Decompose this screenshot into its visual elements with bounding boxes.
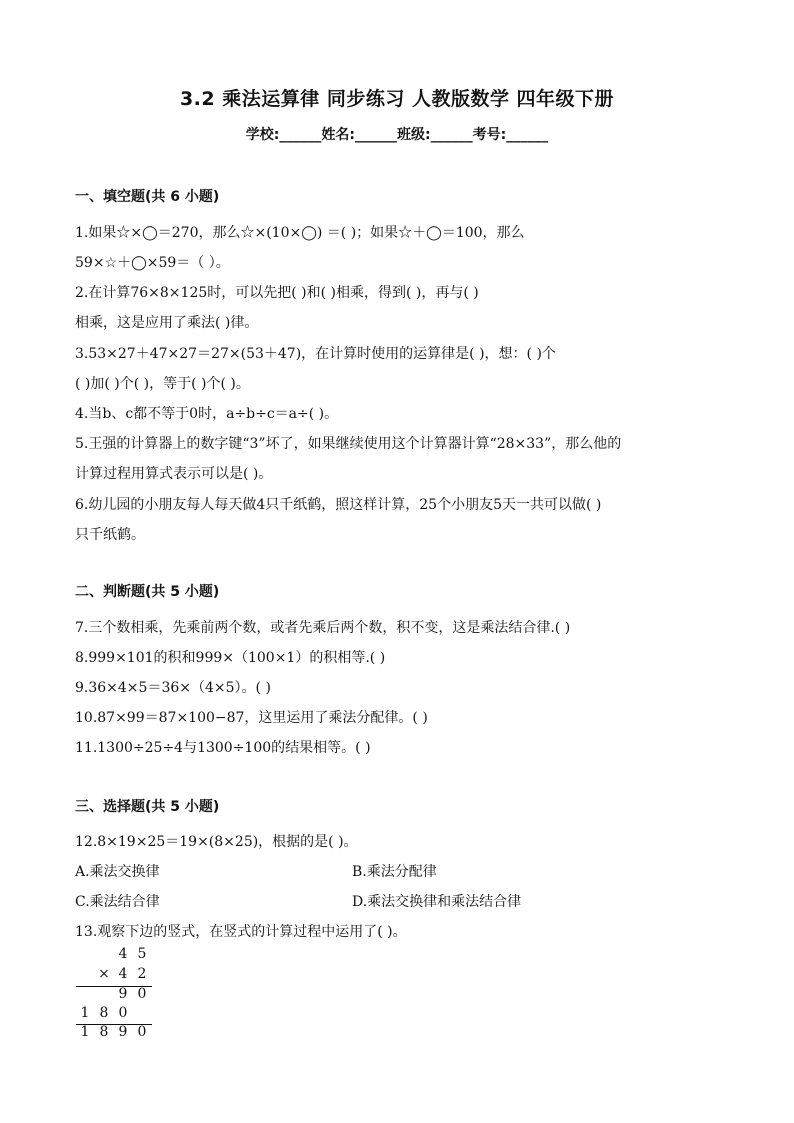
question-line: 4.当b、c都不等于0时，a÷b÷c＝a÷( )。 [75, 406, 339, 422]
question-line: 59×☆＋◯×59＝（ ）。 [75, 255, 230, 271]
question-line: 1.如果☆×◯＝270，那么☆×(10×◯) ＝( )；如果☆＋◯＝100，那么 [75, 225, 525, 241]
question-line: 5.王强的计算器上的数字键“3”坏了，如果继续使用这个计算器计算“28×33”，那么他的 [75, 436, 622, 452]
vertical-row [76, 946, 152, 966]
question-line: 相乘，这是应用了乘法( )律。 [75, 315, 259, 331]
vertical-digit: 8 [99, 1024, 109, 1040]
question-line: 9.36×4×5＝36×（4×5）。( ) [75, 680, 271, 696]
question-line: 6.幼儿园的小朋友每人每天做4只千纸鹤，照这样计算，25个小朋友5天一共可以做( ) [75, 497, 602, 513]
section-heading-fill-blank: 一、填空题(共 6 小题) [75, 189, 220, 205]
vertical-digit: 9 [118, 1024, 128, 1040]
vertical-digit: × [98, 966, 110, 982]
vertical-digit: 1 [80, 1005, 90, 1021]
question-line: 计算过程用算式表示可以是( )。 [75, 466, 273, 482]
student-info-line: 学校:______姓名:______班级:______考号:______ [245, 127, 549, 143]
question-line: 2.在计算76×8×125时，可以先把( )和( )相乘，得到( )，再与( ) [75, 285, 479, 301]
question-line: 10.87×99＝87×100−87，这里运用了乘法分配律。( ) [75, 710, 428, 726]
vertical-digit: 4 [118, 946, 128, 962]
option-a: A.乘法交换律 [75, 864, 160, 880]
question-line: 13.观察下边的竖式，在竖式的计算过程中运用了( )。 [75, 924, 407, 940]
vertical-digit: 1 [80, 1024, 90, 1040]
question-line: 3.53×27＋47×27＝27×(53＋47)，在计算时使用的运算律是( )，想：( )个 [75, 346, 556, 362]
question-line: 7.三个数相乘，先乘前两个数，或者先乘后两个数，积不变，这是乘法结合律.( ) [75, 620, 571, 636]
question-line: 12.8×19×25＝19×(8×25)，根据的是( )。 [75, 834, 358, 850]
vertical-digit: 5 [137, 946, 147, 962]
question-line: 8.999×101的积和999×（100×1）的积相等.( ) [75, 650, 386, 666]
page-title: 3.2 乘法运算律 同步练习 人教版数学 四年级下册 [179, 88, 615, 110]
option-d: D.乘法交换律和乘法结合律 [352, 894, 522, 910]
vertical-digit: 2 [137, 966, 147, 982]
option-b: B.乘法分配律 [352, 864, 437, 880]
question-line: 只千纸鹤。 [75, 527, 145, 543]
question-line: ( )加( )个( )，等于( )个( )。 [75, 376, 250, 392]
vertical-digit: 0 [137, 986, 147, 1002]
section-heading-true-false: 二、判断题(共 5 小题) [75, 584, 220, 600]
vertical-digit: 4 [118, 966, 128, 982]
option-c: C.乘法结合律 [75, 894, 160, 910]
vertical-row [76, 966, 152, 986]
vertical-row [76, 986, 152, 1006]
section-heading-multiple-choice: 三、选择题(共 5 小题) [75, 799, 220, 815]
vertical-digit: 8 [99, 1005, 109, 1021]
vertical-row [76, 1024, 152, 1044]
vertical-digit: 9 [118, 986, 128, 1002]
vertical-row [76, 1005, 152, 1025]
question-line: 11.1300÷25÷4与1300÷100的结果相等。( ) [75, 740, 371, 756]
vertical-digit: 0 [118, 1005, 128, 1021]
vertical-digit: 0 [137, 1024, 147, 1040]
